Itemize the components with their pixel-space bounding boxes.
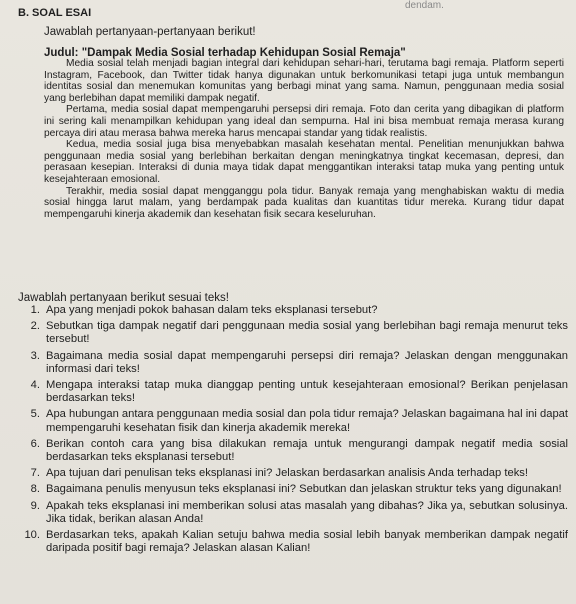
question-text: Apa yang menjadi pokok bahasan dalam teks eksplanasi tersebut?: [46, 304, 378, 316]
question-number: 6.: [30, 437, 40, 450]
question-item: [18, 438, 568, 464]
question-item: [18, 500, 568, 526]
question-item: [18, 467, 568, 480]
question-number: 2.: [30, 320, 40, 333]
question-item: [18, 320, 568, 346]
question-number: 9.: [30, 499, 40, 512]
questions-intro: Jawablah pertanyaan berikut sesuai teks!: [18, 292, 229, 304]
question-text: Bagaimana penulis menyusun teks eksplanasi ini? Sebutkan dan jelaskan struktur teks yang digunakan!: [46, 483, 562, 496]
passage: [44, 58, 564, 220]
section-heading: B. SOAL ESAI: [18, 7, 92, 19]
question-number: 8.: [30, 483, 40, 496]
question-text: Berikan contoh cara yang bisa dilakukan remaja untuk mengurangi dampak negatif media sosial berdasarkan teks eksplanasi tersebut!: [46, 437, 568, 464]
question-number: 4.: [30, 379, 40, 392]
passage-paragraph: Media sosial telah menjadi bagian integral dari kehidupan sehari-hari, terutama bagi remaja. Platform seperti Instagram, Facebook, dan Twitter tidak hanya digunakan untuk berkomunikasi tetapi juga untuk membangun identitas sosial dan menemukan komunitas yang berbagi minat yang sama. Namun, penggunaan media sosial yang berlebihan dapat memiliki dampak negatif.: [44, 58, 564, 104]
question-number: 5.: [30, 408, 40, 421]
question-item: [18, 483, 568, 496]
question-text: Apa hubungan antara penggunaan media sosial dan pola tidur remaja? Jelaskan bagaimana hal ini dapat mempengaruhi kesehatan fisik dan kinerja akademik mereka!: [46, 408, 568, 434]
question-text: Mengapa interaksi tatap muka dianggap penting untuk kesejahteraan emosional? Berikan penjelasan berdasarkan teks!: [46, 379, 568, 405]
question-item: [18, 529, 568, 555]
passage-paragraph: Pertama, media sosial dapat mempengaruhi persepsi diri remaja. Foto dan cerita yang dibagikan di platform ini sering kali menampilkan kehidupan yang ideal dan sempurna. Hal ini bisa membuat remaja merasa kurang percaya diri atau merasa bahwa mereka harus mencapai standar yang tidak realistis.: [44, 104, 564, 139]
passage-paragraph: Kedua, media sosial juga bisa menyebabkan masalah kesehatan mental. Penelitian menunjukkan bahwa penggunaan media sosial yang berlebihan berkaitan dengan meningkatnya tingkat kecemasan, depresi, dan perasaan kesepian. Interaksi di dunia maya tidak dapat menggantikan interaksi tatap muka yang penting untuk kesejahteraan emosional.: [44, 139, 564, 185]
question-number: 10.: [24, 529, 40, 542]
question-text: Apa tujuan dari penulisan teks eksplanasi ini? Jelaskan berdasarkan analisis Anda terhadap teks!: [46, 467, 528, 480]
question-item: [18, 304, 568, 317]
question-item: [18, 408, 568, 434]
question-text: Sebutkan tiga dampak negatif dari penggunaan media sosial yang berlebihan bagi remaja menurut teks tersebut!: [46, 320, 568, 346]
question-text: Berdasarkan teks, apakah Kalian setuju bahwa media sosial lebih banyak memberikan dampak negatif daripada positif bagi remaja? Jelaskan alasan Kalian!: [46, 529, 568, 555]
passage-title: Judul: "Dampak Media Sosial terhadap Kehidupan Sosial Remaja": [44, 47, 406, 59]
question-item: [18, 379, 568, 405]
question-number: 3.: [30, 349, 40, 362]
instruction-text: Jawablah pertanyaan-pertanyaan berikut!: [44, 26, 256, 38]
question-number: 7.: [30, 467, 40, 480]
question-list: [18, 304, 568, 558]
top-note: dendam.: [405, 0, 444, 11]
passage-paragraph: Terakhir, media sosial dapat mengganggu pola tidur. Banyak remaja yang menghabiskan waktu di media sosial hingga larut malam, yang berdampak pada kualitas dan kuantitas tidur mereka. Kurang tidur dapat mempengaruhi kinerja akademik dan kesehatan fisik secara keseluruhan.: [44, 185, 564, 220]
question-item: [18, 350, 568, 376]
question-number: 1.: [30, 304, 40, 316]
question-text: Bagaimana media sosial dapat mempengaruhi persepsi diri remaja? Jelaskan dengan menggunakan informasi dari teks!: [46, 349, 568, 375]
question-text: Apakah teks eksplanasi ini memberikan solusi atas masalah yang dibahas? Jika ya, sebutkan solusinya. Jika tidak, berikan alasan Anda!: [46, 499, 568, 525]
